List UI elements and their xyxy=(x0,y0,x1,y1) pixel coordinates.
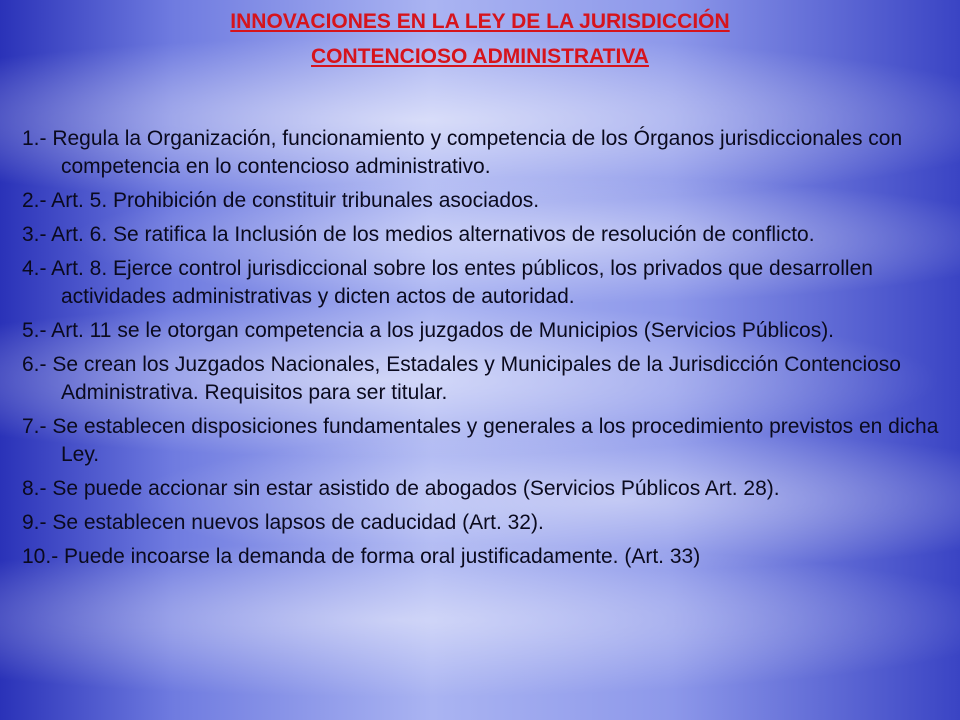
list-item-4: 4.- Art. 8. Ejerce control jurisdiccional sobre los entes públicos, los privados que desarrollen actividades administrativas y dicten actos de autoridad. xyxy=(22,257,873,308)
innovations-list xyxy=(22,125,942,577)
list-item-1: 1.- Regula la Organización, funcionamiento y competencia de los Órganos jurisdiccionales con competencia en lo contencioso administrativo. xyxy=(22,127,903,178)
list-item-8: 8.- Se puede accionar sin estar asistido de abogados (Servicios Públicos Art. 28). xyxy=(22,477,780,500)
title-line-2: CONTENCIOSO ADMINISTRATIVA xyxy=(311,45,649,68)
list-item-5: 5.- Art. 11 se le otorgan competencia a los juzgados de Municipios (Servicios Públicos). xyxy=(22,319,835,342)
list-item-10: 10.- Puede incoarse la demanda de forma oral justificadamente. (Art. 33) xyxy=(22,545,701,568)
title-line-1: INNOVACIONES EN LA LEY DE LA JURISDICCIÓN xyxy=(230,10,730,33)
list-item-9: 9.- Se establecen nuevos lapsos de caducidad (Art. 32). xyxy=(22,511,544,534)
list-item-7: 7.- Se establecen disposiciones fundamentales y generales a los procedimiento previstos en dicha Ley. xyxy=(22,415,939,466)
list-item-2: 2.- Art. 5. Prohibición de constituir tribunales asociados. xyxy=(22,189,540,212)
list-item-3: 3.- Art. 6. Se ratifica la Inclusión de los medios alternativos de resolución de conflicto. xyxy=(22,223,815,246)
slide-title xyxy=(0,8,960,78)
list-item-6: 6.- Se crean los Juzgados Nacionales, Estadales y Municipales de la Jurisdicción Contencioso Administrativa. Requisitos para ser titular. xyxy=(22,353,901,404)
